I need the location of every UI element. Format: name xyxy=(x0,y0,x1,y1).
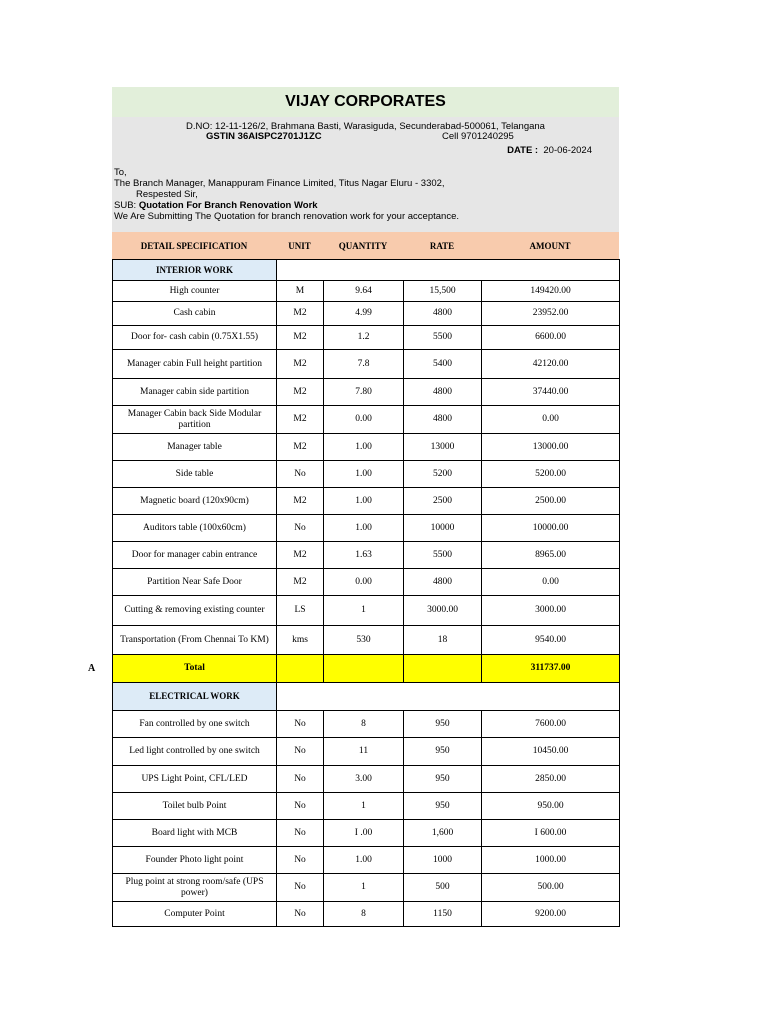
interior-qty-cell: 1.2 xyxy=(323,325,403,349)
electrical-spec-cell: Computer Point xyxy=(112,901,276,926)
interior-unit-cell: M2 xyxy=(276,349,323,378)
electrical-amount-cell: 1000.00 xyxy=(481,846,620,873)
interior-qty-cell: 7.8 xyxy=(323,349,403,378)
interior-unit-cell: No xyxy=(276,514,323,541)
interior-unit-cell: kms xyxy=(276,625,323,654)
electrical-unit-cell: No xyxy=(276,901,323,926)
electrical-amount-cell: 10450.00 xyxy=(481,737,620,765)
interior-qty-cell: 1 xyxy=(323,595,403,625)
interior-spec-cell: Manager table xyxy=(112,433,276,460)
interior-amount-cell: 9540.00 xyxy=(481,625,620,654)
interior-rate-cell: 15,500 xyxy=(403,280,481,301)
interior-rate-cell: 2500 xyxy=(403,487,481,514)
interior-rate-cell: 4800 xyxy=(403,405,481,433)
electrical-qty-cell: 8 xyxy=(323,901,403,926)
electrical-qty-cell: 1.00 xyxy=(323,846,403,873)
interior-amount-cell: 6600.00 xyxy=(481,325,620,349)
interior-amount-cell: 13000.00 xyxy=(481,433,620,460)
letter-recipient: The Branch Manager, Manappuram Finance Limited, Titus Nagar Eluru - 3302, xyxy=(114,178,445,189)
electrical-qty-cell: 1 xyxy=(323,792,403,819)
electrical-spec-cell: Led light controlled by one switch xyxy=(112,737,276,765)
interior-rate-cell: 4800 xyxy=(403,568,481,595)
header-unit: UNIT xyxy=(288,240,311,251)
section-blank-cell xyxy=(276,259,620,280)
electrical-unit-cell: No xyxy=(276,792,323,819)
interior-spec-cell: Manager cabin side partition xyxy=(112,378,276,405)
interior-rate-cell: 10000 xyxy=(403,514,481,541)
header-quantity: QUANTITY xyxy=(338,240,388,251)
interior-spec-cell: Partition Near Safe Door xyxy=(112,568,276,595)
interior-rate-cell: 5500 xyxy=(403,541,481,568)
electrical-spec-cell: Plug point at strong room/safe (UPS power) xyxy=(112,873,276,901)
date-label: DATE : xyxy=(507,145,539,156)
interior-amount-cell: 42120.00 xyxy=(481,349,620,378)
interior-spec-cell: Door for manager cabin entrance xyxy=(112,541,276,568)
electrical-rate-cell: 500 xyxy=(403,873,481,901)
interior-amount-cell: 37440.00 xyxy=(481,378,620,405)
interior-qty-cell: 1.00 xyxy=(323,487,403,514)
interior-spec-cell: High counter xyxy=(112,280,276,301)
interior-qty-cell: 1.00 xyxy=(323,514,403,541)
interior-spec-cell: Side table xyxy=(112,460,276,487)
interior-spec-cell: Auditors table (100x60cm) xyxy=(112,514,276,541)
interior-amount-cell: 8965.00 xyxy=(481,541,620,568)
interior-amount-cell: 3000.00 xyxy=(481,595,620,625)
total-empty-cell xyxy=(403,654,481,682)
total-empty-cell xyxy=(323,654,403,682)
header-spec: DETAIL SPECIFICATION xyxy=(140,240,248,251)
letter-body xyxy=(114,167,459,222)
section-label: ELECTRICAL WORK xyxy=(112,682,276,710)
electrical-amount-cell: 500.00 xyxy=(481,873,620,901)
interior-unit-cell: M2 xyxy=(276,405,323,433)
electrical-spec-cell: Fan controlled by one switch xyxy=(112,710,276,737)
electrical-unit-cell: No xyxy=(276,737,323,765)
company-name: VIJAY CORPORATES xyxy=(112,87,619,117)
electrical-rate-cell: 950 xyxy=(403,710,481,737)
interior-qty-cell: 0.00 xyxy=(323,405,403,433)
electrical-rate-cell: 1150 xyxy=(403,901,481,926)
electrical-unit-cell: No xyxy=(276,846,323,873)
interior-qty-cell: 1.63 xyxy=(323,541,403,568)
electrical-unit-cell: No xyxy=(276,765,323,792)
interior-amount-cell: 5200.00 xyxy=(481,460,620,487)
interior-qty-cell: 1.00 xyxy=(323,460,403,487)
interior-unit-cell: M2 xyxy=(276,378,323,405)
total-amount: 311737.00 xyxy=(481,654,620,682)
section-label: INTERIOR WORK xyxy=(112,259,276,280)
company-address: D.NO: 12-11-126/2, Brahmana Basti, Warasiguda, Secunderabad-500061, Telangana xyxy=(186,121,545,132)
electrical-amount-cell: I 600.00 xyxy=(481,819,620,846)
electrical-qty-cell: 3.00 xyxy=(323,765,403,792)
electrical-rate-cell: 950 xyxy=(403,737,481,765)
interior-unit-cell: M2 xyxy=(276,433,323,460)
electrical-rate-cell: 1,600 xyxy=(403,819,481,846)
subject-text: Quotation For Branch Renovation Work xyxy=(138,200,318,211)
letter-salutation: Respested Sir, xyxy=(136,189,198,200)
electrical-qty-cell: 11 xyxy=(323,737,403,765)
electrical-unit-cell: No xyxy=(276,819,323,846)
table-bottom-border xyxy=(112,926,620,927)
section-blank-cell xyxy=(276,682,620,710)
electrical-spec-cell: UPS Light Point, CFL/LED xyxy=(112,765,276,792)
interior-spec-cell: Cutting & removing existing counter xyxy=(112,595,276,625)
interior-rate-cell: 4800 xyxy=(403,301,481,325)
interior-rate-cell: 3000.00 xyxy=(403,595,481,625)
interior-unit-cell: M2 xyxy=(276,541,323,568)
total-label: Total xyxy=(112,654,276,682)
interior-amount-cell: 10000.00 xyxy=(481,514,620,541)
interior-spec-cell: Manager cabin Full height partition xyxy=(112,349,276,378)
interior-amount-cell: 23952.00 xyxy=(481,301,620,325)
interior-rate-cell: 4800 xyxy=(403,378,481,405)
electrical-rate-cell: 950 xyxy=(403,765,481,792)
subject-prefix: SUB: xyxy=(114,200,137,211)
total-marker: A xyxy=(88,663,96,674)
interior-unit-cell: M xyxy=(276,280,323,301)
electrical-qty-cell: 8 xyxy=(323,710,403,737)
table-header xyxy=(112,232,619,259)
interior-qty-cell: 1.00 xyxy=(323,433,403,460)
interior-qty-cell: 7.80 xyxy=(323,378,403,405)
interior-rate-cell: 18 xyxy=(403,625,481,654)
electrical-amount-cell: 2850.00 xyxy=(481,765,620,792)
interior-amount-cell: 0.00 xyxy=(481,405,620,433)
electrical-spec-cell: Founder Photo light point xyxy=(112,846,276,873)
letter-to: To, xyxy=(114,167,127,178)
interior-amount-cell: 149420.00 xyxy=(481,280,620,301)
date-value: 20-06-2024 xyxy=(543,145,592,156)
electrical-spec-cell: Toilet bulb Point xyxy=(112,792,276,819)
company-info-block xyxy=(112,117,619,232)
electrical-amount-cell: 9200.00 xyxy=(481,901,620,926)
interior-rate-cell: 13000 xyxy=(403,433,481,460)
total-empty-cell xyxy=(276,654,323,682)
interior-amount-cell: 2500.00 xyxy=(481,487,620,514)
interior-unit-cell: M2 xyxy=(276,487,323,514)
interior-rate-cell: 5200 xyxy=(403,460,481,487)
interior-spec-cell: Magnetic board (120x90cm) xyxy=(112,487,276,514)
interior-unit-cell: No xyxy=(276,460,323,487)
interior-qty-cell: 9.64 xyxy=(323,280,403,301)
interior-amount-cell: 0.00 xyxy=(481,568,620,595)
header-rate: RATE xyxy=(429,240,455,251)
electrical-unit-cell: No xyxy=(276,873,323,901)
interior-unit-cell: M2 xyxy=(276,568,323,595)
quotation-date xyxy=(507,145,592,156)
electrical-qty-cell: I .00 xyxy=(323,819,403,846)
interior-qty-cell: 4.99 xyxy=(323,301,403,325)
interior-spec-cell: Door for- cash cabin (0.75X1.55) xyxy=(112,325,276,349)
letter-message: We Are Submitting The Quotation for branch renovation work for your acceptance. xyxy=(114,211,460,222)
interior-qty-cell: 530 xyxy=(323,625,403,654)
electrical-qty-cell: 1 xyxy=(323,873,403,901)
electrical-rate-cell: 1000 xyxy=(403,846,481,873)
interior-rate-cell: 5400 xyxy=(403,349,481,378)
interior-qty-cell: 0.00 xyxy=(323,568,403,595)
electrical-unit-cell: No xyxy=(276,710,323,737)
interior-rate-cell: 5500 xyxy=(403,325,481,349)
interior-spec-cell: Cash cabin xyxy=(112,301,276,325)
interior-unit-cell: LS xyxy=(276,595,323,625)
interior-unit-cell: M2 xyxy=(276,325,323,349)
header-amount: AMOUNT xyxy=(529,240,571,251)
company-cell: Cell 9701240295 xyxy=(442,131,514,142)
interior-spec-cell: Transportation (From Chennai To KM) xyxy=(112,625,276,654)
company-gstin: GSTIN 36AISPC2701J1ZC xyxy=(206,131,322,142)
electrical-spec-cell: Board light with MCB xyxy=(112,819,276,846)
interior-unit-cell: M2 xyxy=(276,301,323,325)
electrical-rate-cell: 950 xyxy=(403,792,481,819)
electrical-amount-cell: 7600.00 xyxy=(481,710,620,737)
electrical-amount-cell: 950.00 xyxy=(481,792,620,819)
interior-spec-cell: Manager Cabin back Side Modular partition xyxy=(112,405,276,433)
letter-subject-line xyxy=(114,200,459,211)
